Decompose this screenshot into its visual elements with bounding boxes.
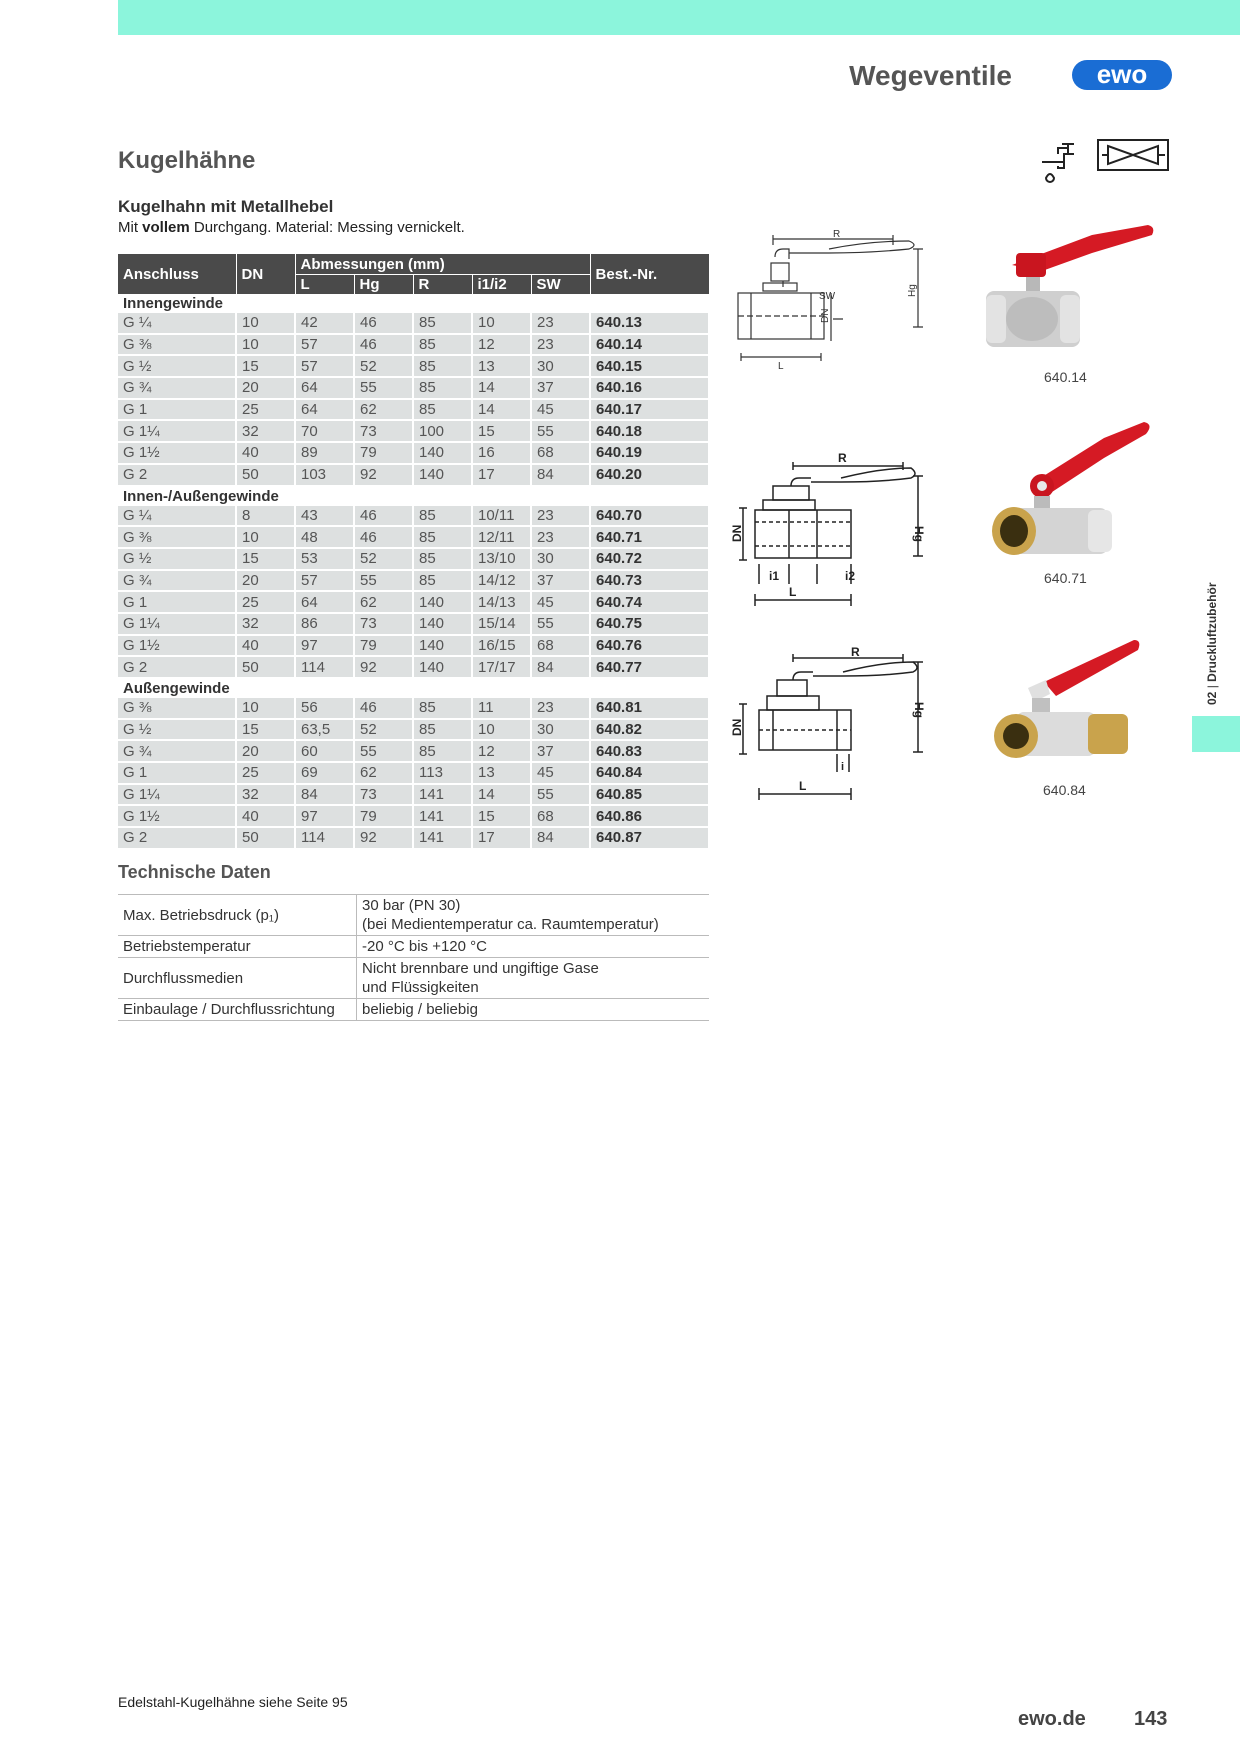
table-cell: 30 — [531, 719, 590, 741]
table-cell: 640.75 — [590, 613, 709, 635]
table-cell: 10 — [236, 526, 295, 548]
col-l: L — [295, 275, 354, 295]
table-cell: 85 — [413, 526, 472, 548]
table-cell: 10 — [236, 313, 295, 334]
table-cell: G 1 — [118, 591, 236, 613]
table-cell: 32 — [236, 613, 295, 635]
table-cell: 23 — [531, 313, 590, 334]
table-cell: 640.87 — [590, 827, 709, 849]
drawing-640-1x — [733, 227, 923, 391]
table-cell: 85 — [413, 334, 472, 356]
table-cell: 57 — [295, 334, 354, 356]
table-cell: 64 — [295, 399, 354, 421]
svg-text:SW: SW — [819, 291, 836, 302]
col-hg: Hg — [354, 275, 413, 295]
table-cell: 46 — [354, 526, 413, 548]
svg-text:i2: i2 — [845, 569, 856, 583]
table-cell: 14/13 — [472, 591, 531, 613]
table-row — [118, 442, 709, 464]
table-cell: 640.14 — [590, 334, 709, 356]
table-cell: 45 — [531, 399, 590, 421]
table-cell: 23 — [531, 698, 590, 719]
product-title: Kugelhahn mit Metallhebel — [118, 197, 334, 216]
table-cell: 15 — [472, 420, 531, 442]
table-cell: G 1¼ — [118, 613, 236, 635]
table-cell: 640.13 — [590, 313, 709, 334]
table-cell: 79 — [354, 635, 413, 657]
table-cell: G ⅜ — [118, 526, 236, 548]
table-cell: 100 — [413, 420, 472, 442]
group-header: Außengewinde — [118, 678, 709, 698]
table-cell: G 1¼ — [118, 784, 236, 806]
spec-table — [118, 254, 710, 850]
table-cell: 140 — [413, 635, 472, 657]
table-cell: 16/15 — [472, 635, 531, 657]
svg-text:DN: DN — [820, 308, 831, 323]
tech-value-line: -20 °C bis +120 °C — [362, 938, 487, 955]
table-cell: 52 — [354, 548, 413, 570]
group-header: Innen-/Außengewinde — [118, 486, 709, 506]
table-row — [118, 570, 709, 592]
table-cell: 640.70 — [590, 506, 709, 527]
svg-text:Hg: Hg — [907, 284, 918, 297]
table-cell: 57 — [295, 570, 354, 592]
table-cell: 15 — [236, 548, 295, 570]
table-cell: 45 — [531, 591, 590, 613]
table-row — [118, 740, 709, 762]
svg-text:L: L — [789, 585, 797, 599]
table-cell: 48 — [295, 526, 354, 548]
table-cell: 640.19 — [590, 442, 709, 464]
svg-text:Hg: Hg — [912, 702, 926, 718]
tech-key: Betriebstemperatur — [118, 936, 357, 958]
table-row — [118, 506, 709, 527]
table-cell: 92 — [354, 656, 413, 678]
photo-label-640-84: 640.84 — [1043, 782, 1086, 798]
photo-label-640-14: 640.14 — [1044, 369, 1087, 385]
table-cell: 85 — [413, 399, 472, 421]
svg-text:i1: i1 — [769, 569, 780, 583]
table-cell: 140 — [413, 656, 472, 678]
table-cell: 17/17 — [472, 656, 531, 678]
table-cell: 62 — [354, 399, 413, 421]
table-cell: 11 — [472, 698, 531, 719]
table-cell: 37 — [531, 377, 590, 399]
table-cell: G 1½ — [118, 805, 236, 827]
table-cell: 97 — [295, 805, 354, 827]
table-cell: G 1½ — [118, 635, 236, 657]
col-sw: SW — [531, 275, 590, 295]
table-cell: 32 — [236, 420, 295, 442]
table-cell: 85 — [413, 719, 472, 741]
table-row — [118, 613, 709, 635]
table-cell: 85 — [413, 548, 472, 570]
table-cell: 70 — [295, 420, 354, 442]
table-cell: 55 — [531, 420, 590, 442]
table-cell: 60 — [295, 740, 354, 762]
table-cell: 55 — [354, 570, 413, 592]
table-cell: 85 — [413, 355, 472, 377]
table-cell: 640.83 — [590, 740, 709, 762]
table-cell: 14 — [472, 784, 531, 806]
svg-text:DN: DN — [730, 718, 744, 736]
table-cell: 55 — [531, 784, 590, 806]
table-cell: 15 — [236, 719, 295, 741]
photo-ball-valve-640-84 — [984, 632, 1154, 782]
table-cell: 37 — [531, 570, 590, 592]
table-row — [118, 420, 709, 442]
table-cell: 40 — [236, 442, 295, 464]
table-row — [118, 591, 709, 613]
tech-value-line: 30 bar (PN 30) — [362, 897, 461, 914]
table-cell: 10 — [472, 719, 531, 741]
table-cell: 50 — [236, 656, 295, 678]
table-cell: 640.17 — [590, 399, 709, 421]
table-row — [118, 334, 709, 356]
table-cell: 12/11 — [472, 526, 531, 548]
table-cell: 640.84 — [590, 762, 709, 784]
table-cell: G ¼ — [118, 506, 236, 527]
page-title: Wegeventile — [849, 60, 1012, 91]
table-cell: 10/11 — [472, 506, 531, 527]
table-cell: 50 — [236, 464, 295, 486]
table-cell: 43 — [295, 506, 354, 527]
svg-text:i: i — [841, 761, 845, 773]
table-cell: 46 — [354, 334, 413, 356]
table-cell: 640.16 — [590, 377, 709, 399]
table-cell: 57 — [295, 355, 354, 377]
tech-value — [357, 999, 710, 1021]
col-i: i1/i2 — [472, 275, 531, 295]
table-cell: 114 — [295, 656, 354, 678]
table-cell: 16 — [472, 442, 531, 464]
svg-text:R: R — [851, 645, 860, 659]
table-row — [118, 635, 709, 657]
table-cell: 30 — [531, 548, 590, 570]
col-abmessungen: Abmessungen (mm) — [295, 254, 590, 275]
table-cell: 73 — [354, 420, 413, 442]
table-row — [118, 762, 709, 784]
table-cell: 55 — [354, 377, 413, 399]
table-cell: 63,5 — [295, 719, 354, 741]
table-cell: 79 — [354, 442, 413, 464]
table-cell: G 2 — [118, 464, 236, 486]
table-cell: G 2 — [118, 656, 236, 678]
table-cell: 64 — [295, 377, 354, 399]
drawing-640-8x — [730, 644, 926, 806]
svg-text:R: R — [838, 451, 847, 465]
table-cell: 17 — [472, 827, 531, 849]
table-cell: 85 — [413, 313, 472, 334]
table-row — [118, 355, 709, 377]
footer-site[interactable]: ewo.de — [1018, 1708, 1086, 1730]
table-cell: 92 — [354, 464, 413, 486]
table-cell: 46 — [354, 313, 413, 334]
table-row — [118, 805, 709, 827]
table-cell: 640.82 — [590, 719, 709, 741]
svg-text:DN: DN — [730, 524, 744, 542]
table-cell: 23 — [531, 526, 590, 548]
table-cell: 10 — [472, 313, 531, 334]
group-header: Innengewinde — [118, 294, 709, 313]
table-cell: 64 — [295, 591, 354, 613]
table-cell: 640.77 — [590, 656, 709, 678]
table-cell: 52 — [354, 355, 413, 377]
chapter-tab — [1192, 716, 1240, 752]
table-cell: G ¾ — [118, 570, 236, 592]
table-cell: 640.15 — [590, 355, 709, 377]
water-tap-icon — [1042, 144, 1074, 182]
tech-value-line: Nicht brennbare und ungiftige Gase — [362, 960, 599, 977]
table-row — [118, 656, 709, 678]
tech-value — [357, 936, 710, 958]
table-cell: 140 — [413, 591, 472, 613]
table-cell: 640.85 — [590, 784, 709, 806]
table-row — [118, 464, 709, 486]
table-cell: 89 — [295, 442, 354, 464]
table-cell: 20 — [236, 377, 295, 399]
photo-ball-valve-640-71 — [984, 418, 1156, 568]
table-cell: G ¾ — [118, 377, 236, 399]
table-cell: 23 — [531, 334, 590, 356]
tech-key: Einbaulage / Durchflussrichtung — [118, 999, 357, 1021]
tech-table — [118, 894, 709, 1021]
photo-ball-valve-640-14 — [972, 215, 1158, 371]
table-row — [118, 548, 709, 570]
table-cell: 13/10 — [472, 548, 531, 570]
table-cell: 85 — [413, 740, 472, 762]
tech-value-line: beliebig / beliebig — [362, 1001, 478, 1018]
tech-value — [357, 958, 710, 999]
table-cell: 42 — [295, 313, 354, 334]
table-cell: 46 — [354, 506, 413, 527]
table-row — [118, 784, 709, 806]
table-cell: 30 — [531, 355, 590, 377]
table-cell: 640.72 — [590, 548, 709, 570]
col-best-nr: Best.-Nr. — [590, 254, 709, 294]
table-row — [118, 698, 709, 719]
tech-row — [118, 895, 709, 936]
col-anschluss: Anschluss — [118, 254, 236, 294]
table-cell: 103 — [295, 464, 354, 486]
table-cell: 140 — [413, 464, 472, 486]
tech-value-line: (bei Medientemperatur ca. Raumtemperatur) — [362, 916, 659, 933]
table-cell: G 2 — [118, 827, 236, 849]
table-cell: G 1¼ — [118, 420, 236, 442]
table-cell: 69 — [295, 762, 354, 784]
table-cell: 84 — [531, 464, 590, 486]
table-cell: 640.73 — [590, 570, 709, 592]
tech-key: Max. Betriebsdruck (p₁) — [118, 895, 357, 936]
table-cell: 55 — [531, 613, 590, 635]
table-cell: 640.71 — [590, 526, 709, 548]
table-cell: 114 — [295, 827, 354, 849]
table-cell: 84 — [531, 656, 590, 678]
table-cell: 73 — [354, 784, 413, 806]
footer-note: Edelstahl-Kugelhähne siehe Seite 95 — [118, 1694, 348, 1710]
table-cell: 140 — [413, 442, 472, 464]
table-cell: 84 — [295, 784, 354, 806]
table-cell: G 1 — [118, 399, 236, 421]
table-cell: 113 — [413, 762, 472, 784]
product-description: Mit vollem Durchgang. Material: Messing vernickelt. — [118, 219, 465, 236]
table-cell: G ½ — [118, 548, 236, 570]
table-cell: 40 — [236, 635, 295, 657]
chapter-label: 02 | Druckluftzubehör — [1205, 582, 1219, 705]
table-cell: 20 — [236, 740, 295, 762]
table-row — [118, 827, 709, 849]
table-cell: G 1½ — [118, 442, 236, 464]
table-cell: G ¼ — [118, 313, 236, 334]
table-cell: 50 — [236, 827, 295, 849]
table-cell: 640.86 — [590, 805, 709, 827]
table-cell: 62 — [354, 591, 413, 613]
table-cell: G ½ — [118, 355, 236, 377]
table-cell: 55 — [354, 740, 413, 762]
svg-text:R: R — [833, 229, 841, 240]
valve-symbol-icon — [1098, 140, 1168, 170]
table-cell: G ½ — [118, 719, 236, 741]
table-cell: 68 — [531, 442, 590, 464]
table-cell: 85 — [413, 570, 472, 592]
table-cell: 640.18 — [590, 420, 709, 442]
tech-row — [118, 999, 709, 1021]
tech-value — [357, 895, 710, 936]
table-cell: G ⅜ — [118, 698, 236, 719]
table-cell: 13 — [472, 762, 531, 784]
table-cell: 15/14 — [472, 613, 531, 635]
svg-text:L: L — [799, 779, 807, 793]
tech-title: Technische Daten — [118, 862, 271, 882]
table-row — [118, 526, 709, 548]
tech-row — [118, 936, 709, 958]
table-cell: 640.74 — [590, 591, 709, 613]
table-cell: 84 — [531, 827, 590, 849]
table-row — [118, 399, 709, 421]
tech-key: Durchflussmedien — [118, 958, 357, 999]
svg-text:ewo: ewo — [1096, 59, 1148, 89]
table-row — [118, 313, 709, 334]
svg-text:Hg: Hg — [912, 526, 926, 542]
table-cell: 640.20 — [590, 464, 709, 486]
table-cell: 640.81 — [590, 698, 709, 719]
table-cell: 141 — [413, 784, 472, 806]
table-cell: 14 — [472, 377, 531, 399]
ewo-logo — [1072, 58, 1172, 92]
table-cell: 140 — [413, 613, 472, 635]
table-cell: 15 — [472, 805, 531, 827]
top-accent-bar — [118, 0, 1240, 35]
table-cell: 23 — [531, 506, 590, 527]
svg-text:L: L — [778, 361, 784, 372]
table-cell: 12 — [472, 740, 531, 762]
table-cell: 20 — [236, 570, 295, 592]
table-cell: 97 — [295, 635, 354, 657]
table-cell: 14 — [472, 399, 531, 421]
table-cell: 92 — [354, 827, 413, 849]
table-cell: 17 — [472, 464, 531, 486]
table-cell: 13 — [472, 355, 531, 377]
page-number: 143 — [1134, 1708, 1168, 1730]
table-cell: 37 — [531, 740, 590, 762]
tech-row — [118, 958, 709, 999]
col-dn: DN — [236, 254, 295, 294]
table-cell: G ¾ — [118, 740, 236, 762]
col-r: R — [413, 275, 472, 295]
table-row — [118, 377, 709, 399]
table-cell: 640.76 — [590, 635, 709, 657]
table-cell: 79 — [354, 805, 413, 827]
table-cell: 8 — [236, 506, 295, 527]
table-cell: 53 — [295, 548, 354, 570]
section-title: Kugelhähne — [118, 147, 256, 174]
table-cell: 86 — [295, 613, 354, 635]
table-cell: 85 — [413, 698, 472, 719]
photo-label-640-71: 640.71 — [1044, 570, 1087, 586]
table-cell: 52 — [354, 719, 413, 741]
tech-value-line: und Flüssigkeiten — [362, 979, 479, 996]
table-cell: 14/12 — [472, 570, 531, 592]
table-cell: 32 — [236, 784, 295, 806]
category-icons — [1038, 138, 1172, 190]
table-cell: 56 — [295, 698, 354, 719]
table-cell: 12 — [472, 334, 531, 356]
table-cell: 85 — [413, 377, 472, 399]
table-cell: 141 — [413, 827, 472, 849]
table-cell: G 1 — [118, 762, 236, 784]
table-row — [118, 719, 709, 741]
table-cell: 40 — [236, 805, 295, 827]
drawing-640-7x — [730, 446, 926, 614]
table-cell: G ⅜ — [118, 334, 236, 356]
table-cell: 68 — [531, 805, 590, 827]
table-cell: 85 — [413, 506, 472, 527]
table-cell: 25 — [236, 399, 295, 421]
table-cell: 45 — [531, 762, 590, 784]
table-cell: 25 — [236, 762, 295, 784]
table-cell: 10 — [236, 698, 295, 719]
table-cell: 68 — [531, 635, 590, 657]
table-cell: 15 — [236, 355, 295, 377]
table-cell: 46 — [354, 698, 413, 719]
table-cell: 62 — [354, 762, 413, 784]
table-cell: 10 — [236, 334, 295, 356]
table-cell: 141 — [413, 805, 472, 827]
table-cell: 73 — [354, 613, 413, 635]
table-cell: 25 — [236, 591, 295, 613]
